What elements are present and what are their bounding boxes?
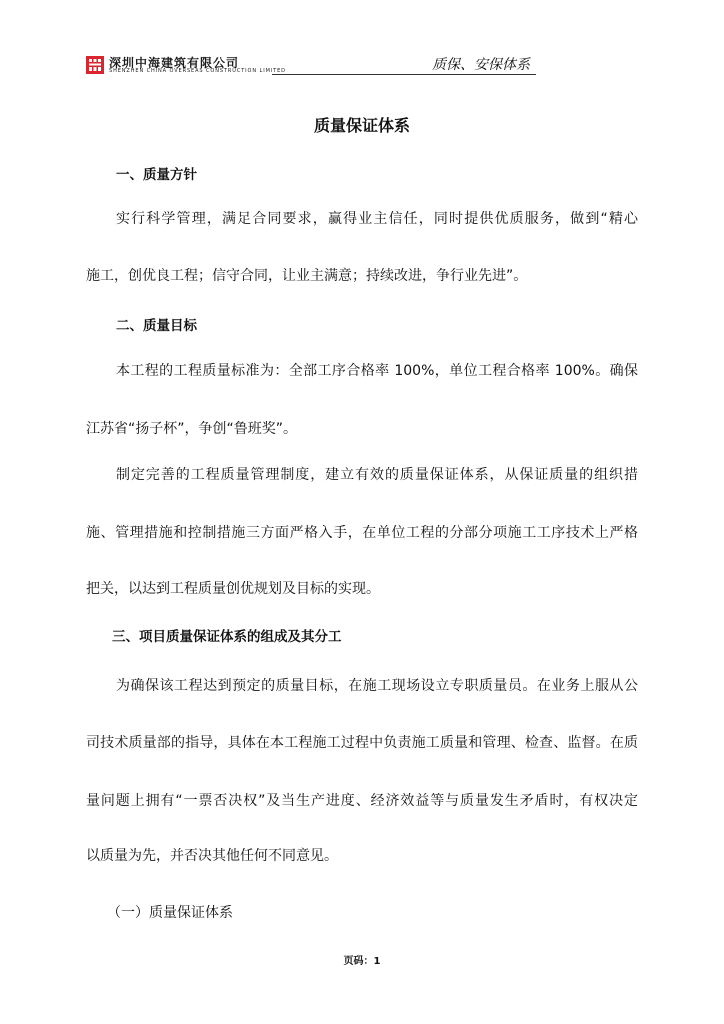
paragraph-line: 施、管理措施和控制措施三方面严格入手，在单位工程的分部分项施工工序技术上严格 — [86, 525, 638, 541]
header-section-title: 质保、安保体系 — [432, 57, 530, 73]
page-header — [86, 54, 536, 78]
header-divider — [272, 74, 536, 75]
company-name-cn: 深圳中海建筑有限公司 — [109, 56, 240, 70]
paragraph-line: 为确保该工程达到预定的质量目标，在施工现场设立专职质量员。在业务上服从公 — [116, 678, 638, 694]
paragraph-line: 施工，创优良工程；信守合同，让业主满意；持续改进，争行业先进”。 — [86, 268, 528, 284]
paragraph-line: 量问题上拥有“一票否决权”及当生产进度、经济效益等与质量发生矛盾时，有权决定 — [86, 793, 638, 809]
company-name-en: SHENZHEN CHINA OVERSEAS CONSTRUCTION LIMITED — [109, 68, 286, 74]
section-heading-quality-target: 二、质量目标 — [116, 318, 197, 334]
paragraph-line: 制定完善的工程质量管理制度，建立有效的质量保证体系，从保证质量的组织措 — [116, 467, 638, 483]
paragraph-line: 以质量为先，并否决其他任何不同意见。 — [86, 848, 338, 864]
page-number: 页码：1 — [343, 956, 381, 967]
paragraph-line: 司技术质量部的指导，具体在本工程施工过程中负责施工质量和管理、检查、监督。在质 — [86, 735, 638, 751]
section-heading-quality-system: 三、项目质量保证体系的组成及其分工 — [112, 629, 342, 645]
paragraph-line: 江苏省“扬子杯”，争创“鲁班奖”。 — [86, 421, 298, 437]
page-title: 质量保证体系 — [313, 116, 410, 135]
paragraph-line: 实行科学管理，满足合同要求，赢得业主信任，同时提供优质服务，做到“精心 — [116, 211, 638, 227]
section-heading-quality-policy: 一、质量方针 — [116, 167, 197, 183]
company-logo-icon — [86, 56, 104, 74]
paragraph-line: 本工程的工程质量标准为：全部工序合格率 100%，单位工程合格率 100%。确保 — [116, 363, 638, 379]
subsection-heading: （一）质量保证体系 — [107, 905, 233, 921]
paragraph-line: 把关，以达到工程质量创优规划及目标的实现。 — [86, 581, 380, 597]
